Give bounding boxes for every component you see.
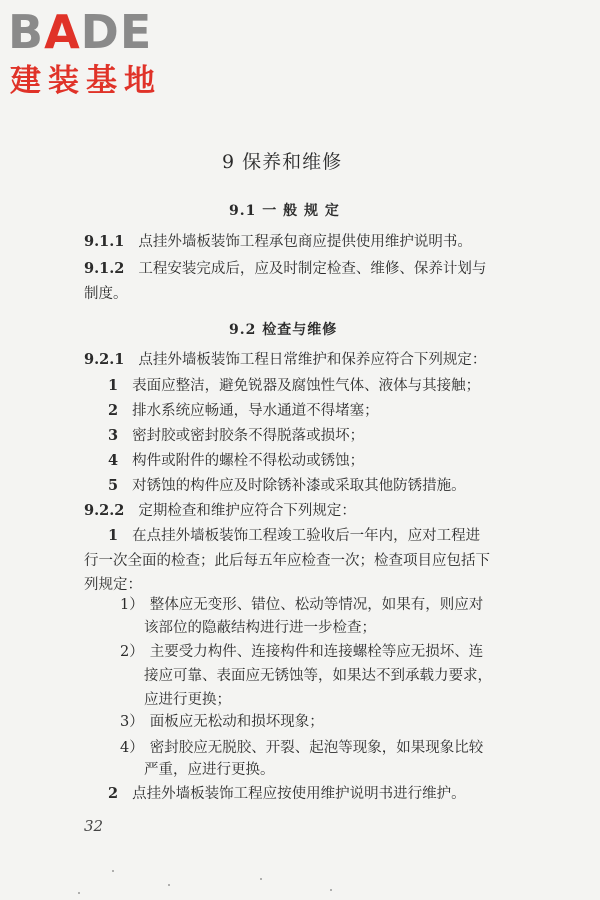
list-item: 3 密封胶或密封胶条不得脱落或损坏； [108,427,365,444]
chapter-title: 9 保养和维修 [222,151,343,173]
scan-speck [260,878,262,880]
sub-item-2-cont: 接应可靠、表面应无锈蚀等，如果达不到承载力要求， [144,668,492,684]
clause-9-2-2-item-1: 1 在点挂外墙板装饰工程竣工验收后一年内，应对工程进 [108,527,481,544]
section-heading-9-2: 9.2 检查与维修 [229,322,338,338]
sub-item-1-cont: 该部位的隐蔽结构进行进一步检查； [144,620,376,636]
sub-item-4: 4） 密封胶应无脱胶、开裂、起泡等现象，如果现象比较 [120,740,484,756]
clause-9-2-1: 9.2.1 点挂外墙板装饰工程日常维护和保养应符合下列规定： [84,351,487,368]
list-item: 1 表面应整洁，避免锐器及腐蚀性气体、液体与其接触； [108,377,481,394]
bade-logo [8,6,178,106]
clause-9-2-2: 9.2.2 定期检查和维护应符合下列规定： [84,502,356,519]
clause-9-1-2: 9.1.2 工程安装完成后，应及时制定检查、维修、保养计划与 [84,260,487,277]
scan-speck [112,870,114,872]
list-item: 5 对锈蚀的构件应及时除锈补漆或采取其他防锈措施。 [108,477,466,494]
logo-wordmark: BADE [8,5,153,59]
clause-9-1-2-cont: 制度。 [84,286,128,302]
clause-9-2-2-item-2: 2 点挂外墙板装饰工程应按使用维护说明书进行维护。 [108,785,466,802]
clause-9-2-2-item-1-cont: 行一次全面的检查；此后每五年应检查一次；检查项目应包括下 [84,553,490,569]
page-number: 32 [84,817,104,835]
clause-9-2-2-item-1-cont: 列规定： [84,577,142,593]
sub-item-2-cont: 应进行更换； [144,692,231,708]
sub-item-3: 3） 面板应无松动和损坏现象； [120,714,324,730]
sub-item-2: 2） 主要受力构件、连接构件和连接螺栓等应无损坏、连 [120,644,484,660]
clause-9-1-1: 9.1.1 点挂外墙板装饰工程承包商应提供使用维护说明书。 [84,233,472,250]
sub-item-1: 1） 整体应无变形、错位、松动等情况，如果有，则应对 [120,597,484,613]
list-item: 2 排水系统应畅通，导水通道不得堵塞； [108,402,379,419]
scan-speck [168,884,170,886]
list-item: 4 构件或附件的螺栓不得松动或锈蚀； [108,452,365,469]
logo-subtitle: 建装基地 [10,63,162,99]
sub-item-4-cont: 严重，应进行更换。 [144,762,275,778]
section-heading-9-1: 9.1 一 般 规 定 [229,203,340,219]
scan-speck [78,892,80,894]
scan-speck [330,889,332,891]
